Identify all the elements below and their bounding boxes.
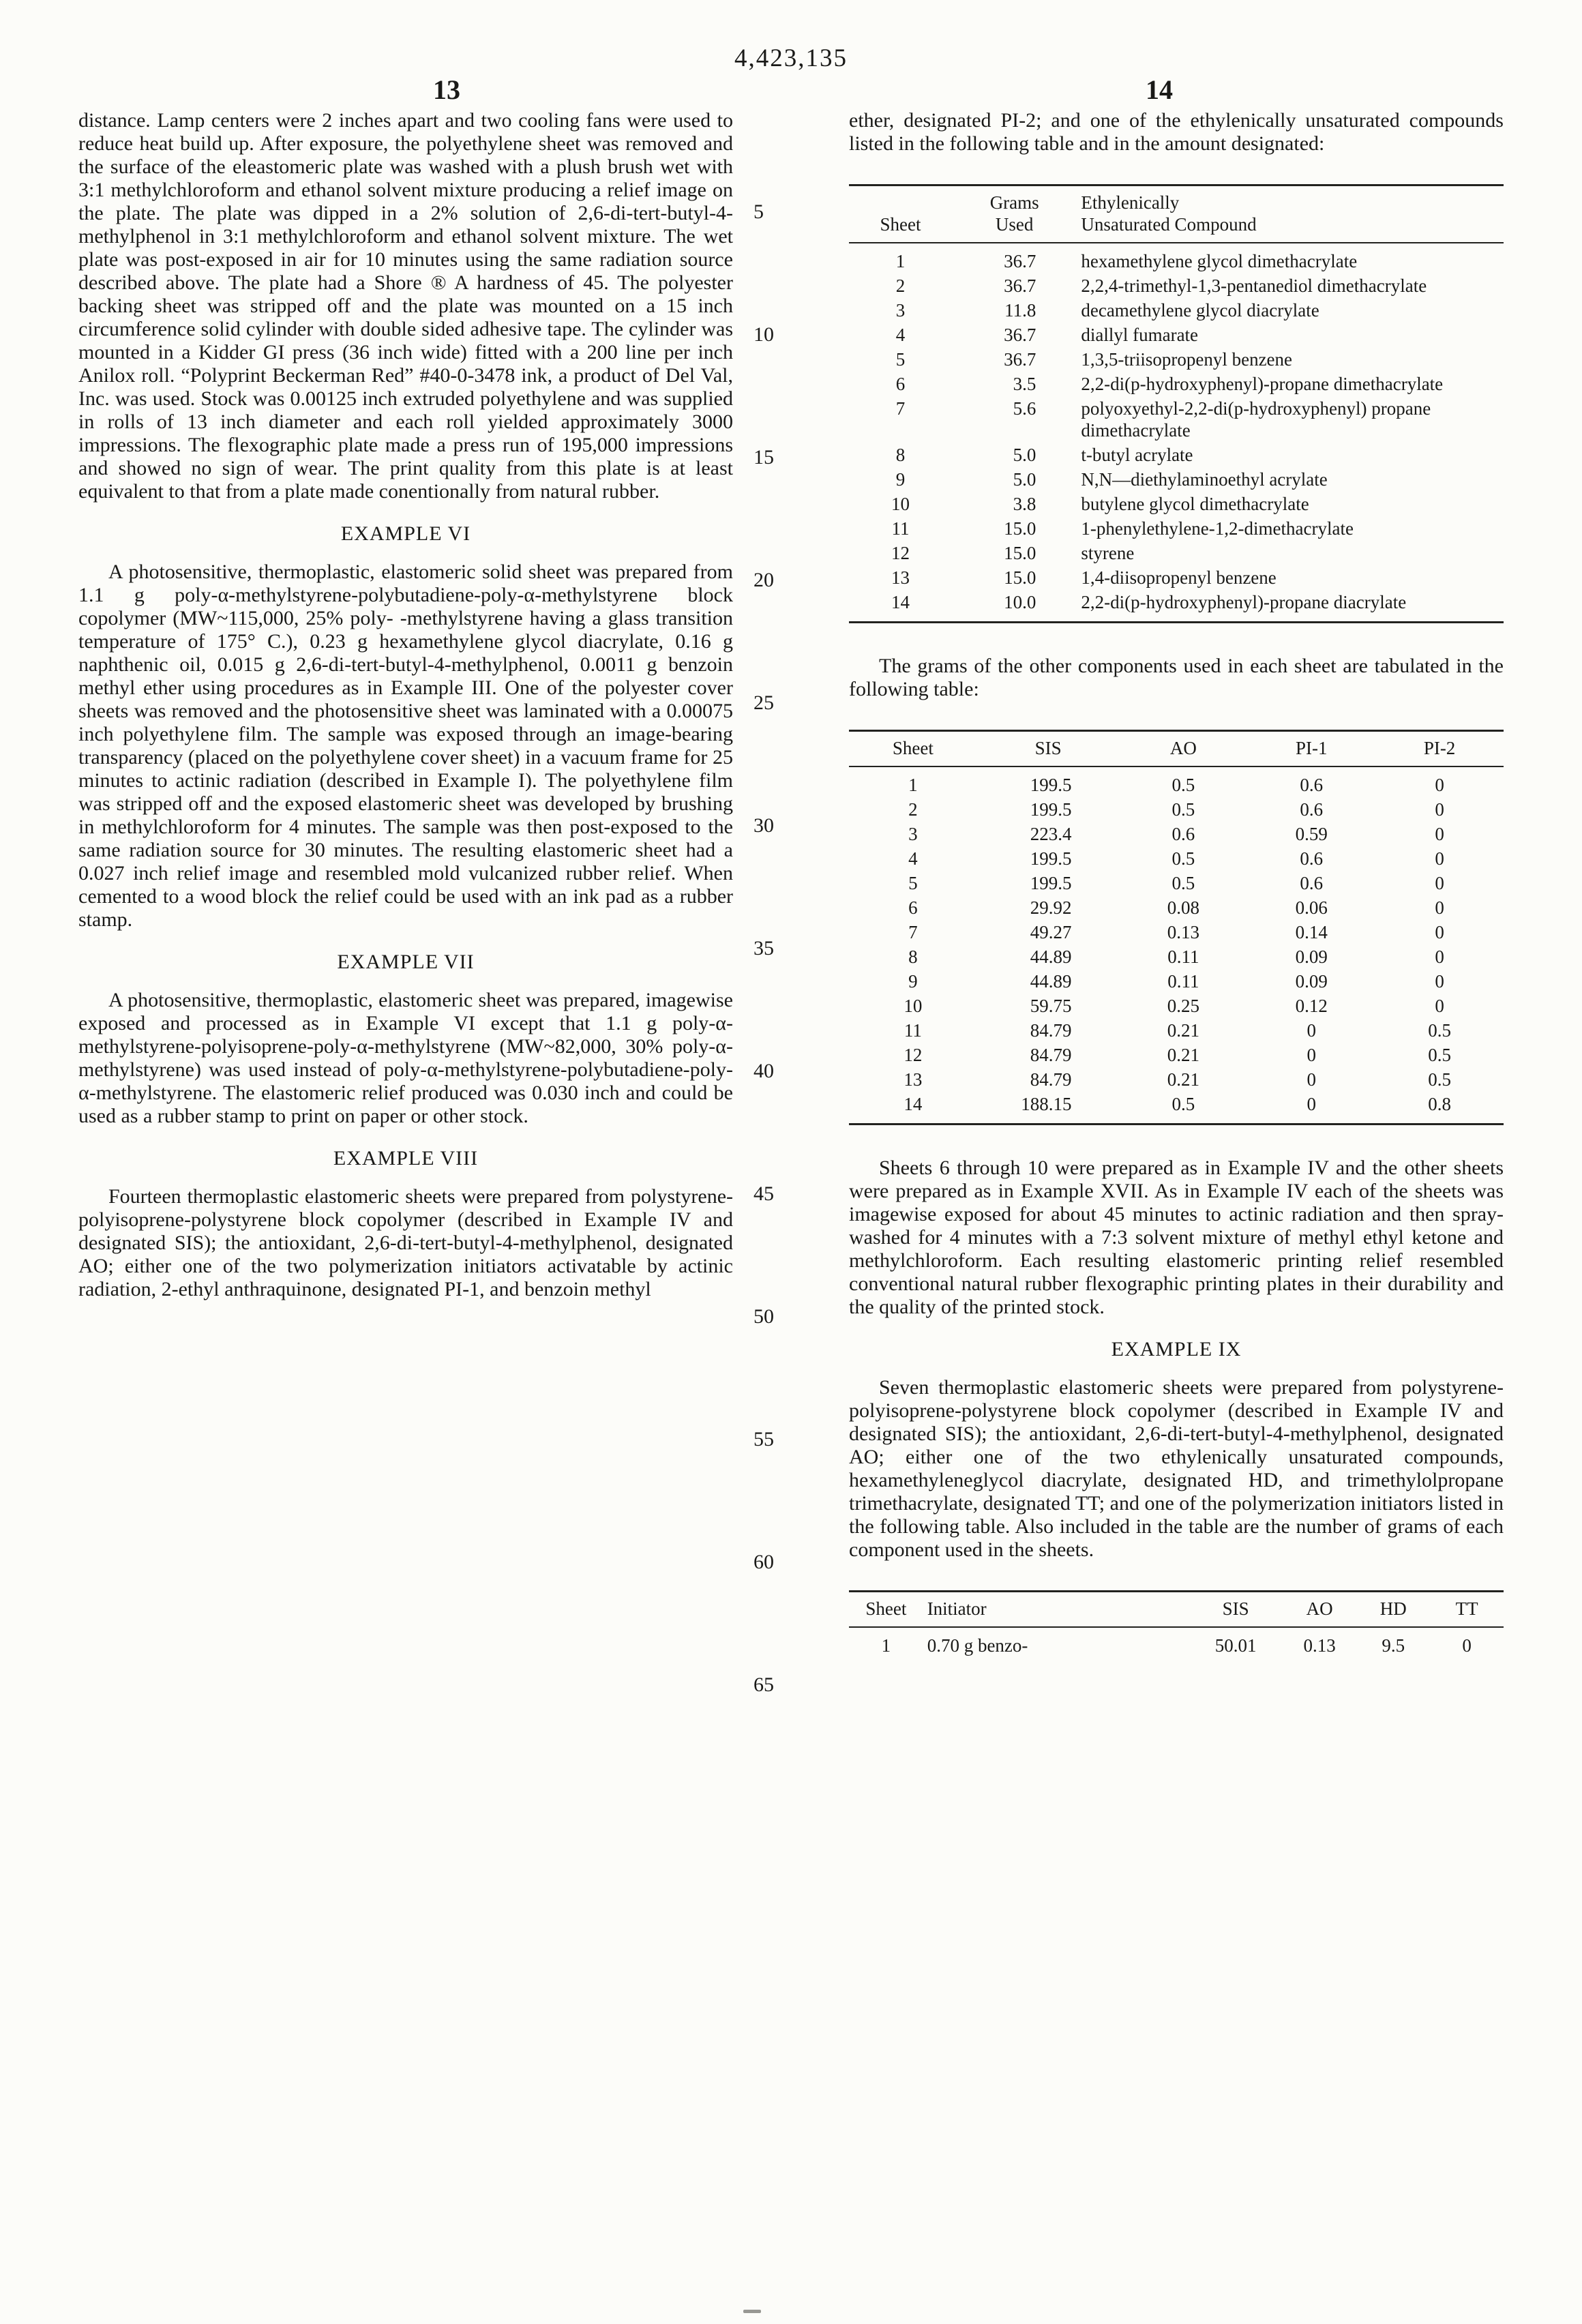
unsaturated-compound-table-row (849, 298, 1504, 323)
unsaturated-compound-table-cell: 12 (891, 543, 910, 563)
component-grams-table-cell: 0.5 (1171, 799, 1195, 820)
component-grams-table-cell: 7 (908, 922, 918, 942)
unsaturated-compound-table-cell: 2 (895, 275, 906, 296)
component-grams-table-cell: 199.5 (1030, 775, 1072, 795)
initiator-table-header-cell: Sheet (849, 1592, 923, 1628)
component-grams-table-cell: 0 (1435, 824, 1444, 844)
component-grams-table-cell: 223.4 (1030, 824, 1072, 844)
component-grams-table-cell: 0 (1307, 1020, 1316, 1041)
line-number-35: 35 (753, 937, 774, 959)
component-grams-table-cell: 0 (1307, 1069, 1316, 1090)
line-number-10: 10 (753, 323, 774, 346)
unsaturated-compound-table-cell: 7 (895, 398, 906, 419)
component-grams-table-cell: 14 (904, 1094, 923, 1114)
initiator-table-cell: 1 (881, 1635, 891, 1656)
unsaturated-compound-table-cell: 5.6 (1013, 398, 1036, 419)
component-grams-table-cell: 0.08 (1167, 897, 1200, 918)
unsaturated-compound-table-body (849, 243, 1504, 623)
component-grams-table-cell: 0.13 (1167, 922, 1200, 942)
unsaturated-compound-table-cell: 3 (895, 300, 906, 321)
component-grams-table-cell: 0.21 (1167, 1020, 1200, 1041)
component-grams-table-body (849, 766, 1504, 1124)
component-grams-table-cell: 6 (908, 897, 918, 918)
component-grams-table-cell: 0.5 (1171, 873, 1195, 893)
line-number-20: 20 (753, 569, 774, 591)
component-grams-table-cell: 0 (1435, 947, 1444, 967)
component-grams-table-header-row (849, 731, 1504, 767)
unsaturated-compound-table-row (849, 590, 1504, 623)
component-grams-table-head (849, 731, 1504, 767)
unsaturated-compound-table-cell: 10.0 (1004, 592, 1036, 612)
component-grams-table-cell: 0.8 (1428, 1094, 1451, 1114)
unsaturated-compound-table-cell: t-butyl acrylate (1081, 445, 1193, 465)
example-heading: EXAMPLE VII (337, 951, 475, 973)
line-number-30: 30 (753, 814, 774, 837)
component-grams-table-header-cell: AO (1120, 731, 1248, 767)
initiator-table-cell: 0 (1462, 1635, 1472, 1656)
left-paragraph-2: A photosensitive, thermoplastic, elastomeric solid sheet was prepared from 1.1 g poly-α-methylstyrene-polybutadiene-poly-α-methylstyrene block copolymer (MW~115,000, 25% poly- -methylstyrene having a glass transition temperature of 175° C.), 0.23 g hexamethylene glycol diacrylate, 0.16 g naphthenic oil, 0.015 g 2,6-di-tert-butyl-4-methylphenol, 0.0011 g benzoin methyl ether using procedures as in Example III. One of the polyester cover sheets was removed and the photosensitive sheet was laminated with a 0.00075 inch polyethylene film. The sample was exposed through an image-bearing transparency (placed on the polyethylene cover sheet) in a vacuum frame for 25 minutes to actinic radiation (described in Example I). The polyethylene film was stripped off and the exposed elastomeric sheet was developed by brushing in methylchloroform for 4 minutes. The sample was then post-exposed to the same radiation source for 30 minutes. The resulting elastomeric sheet had a 0.027 inch relief image and resembled mold vulcanized rubber relief. When cemented to a wood block the relief could be used with an ink pad as a rubber stamp. (78, 561, 733, 931)
component-grams-table-header-cell: Sheet (849, 731, 977, 767)
left-column (78, 109, 733, 1665)
component-grams-table-cell: 0.21 (1167, 1069, 1200, 1090)
unsaturated-compound-table-cell: 5.0 (1013, 469, 1036, 490)
component-grams-table-cell: 0.5 (1171, 848, 1195, 869)
unsaturated-compound-table-cell: 1,4-diisopropenyl benzene (1081, 567, 1277, 588)
component-grams-table-cell: 0 (1435, 873, 1444, 893)
right-paragraph-4: Sheets 6 through 10 were prepared as in Example IV and the other sheets were prepared as in Example XVII. As in Example IV each of the sheets was imagewise exposed for about 45 minutes to actinic radiation and then spray-washed for 4 minutes with a 7:3 solvent mixture of methyl ethyl ketone and methylchloroform. Each resulting elastomeric printing relief resembled conventional natural rubber flexographic printing plates in their durability and the quality of the printed stock. (849, 1157, 1504, 1318)
line-number-60: 60 (753, 1551, 774, 1573)
unsaturated-compound-table-row (849, 443, 1504, 467)
line-number-65: 65 (753, 1673, 774, 1696)
unsaturated-compound-table-cell: 10 (891, 494, 910, 514)
unsaturated-compound-table-row (849, 347, 1504, 372)
component-grams-table-cell: 0.25 (1167, 996, 1200, 1016)
unsaturated-compound-table-row (849, 516, 1504, 541)
component-grams-table-cell: 0 (1435, 848, 1444, 869)
unsaturated-compound-table-cell: 3.5 (1013, 374, 1036, 394)
unsaturated-compound-table-row (849, 467, 1504, 492)
component-grams-table-cell: 0.09 (1295, 971, 1328, 992)
component-grams-table-cell: 84.79 (1030, 1020, 1072, 1041)
component-grams-table-cell: 0 (1435, 922, 1444, 942)
component-grams-table-cell: 84.79 (1030, 1045, 1072, 1065)
unsaturated-compound-table-header-row (849, 185, 1504, 243)
component-grams-table-cell: 0.59 (1295, 824, 1328, 844)
initiator-table-cell: 50.01 (1214, 1635, 1257, 1656)
component-grams-table-cell: 59.75 (1030, 996, 1072, 1016)
component-grams-table-cell: 44.89 (1030, 971, 1072, 992)
unsaturated-compound-table-cell: 13 (891, 567, 910, 588)
unsaturated-compound-table-cell: 14 (891, 592, 910, 612)
component-grams-table-row (849, 822, 1504, 846)
component-grams-table-cell: 29.92 (1030, 897, 1072, 918)
line-number-gutter (733, 109, 849, 1696)
unsaturated-compound-table-cell: decamethylene glycol diacrylate (1081, 300, 1319, 321)
left-paragraph-0: distance. Lamp centers were 2 inches apart and two cooling fans were used to reduce heat build up. After exposure, the polyethylene sheet was removed and the surface of the eleastomeric plate was washed with a plush brush wet with 3:1 methylchloroform and ethanol solvent mixture producing a relief image on the plate. The plate was dipped in a 2% solution of 2,6-di-tert-butyl-4-methylphenol in 3:1 methylchloroform and ethanol solvent mixture. The wet plate was post-exposed in air for 10 minutes using the same radiation source described above. The plate had a Shore ® A hardness of 45. The polyester backing sheet was stripped off and the plate was mounted on a 15 inch circumference solid cylinder with double sided adhesive tape. The cylinder was mounted in a Kidder GI press (36 inch wide) fitted with a 200 line per inch Anilox roll. “Polyprint Beckerman Red” #40-0-3478 ink, a product of Del Val, Inc. was used. Stock was 0.00125 inch extruded polyethylene and was supplied in rolls of 13 inch diameter and each roll yielded approximately 3000 impressions. The flexographic plate made a press run of 195,000 impressions and showed no sign of wear. The print quality from this plate is at least equivalent to that from a plate made conentionally from natural rubber. (78, 109, 733, 503)
unsaturated-compound-table-row (849, 565, 1504, 590)
unsaturated-compound-table-cell: 15.0 (1004, 518, 1036, 539)
line-number-40: 40 (753, 1060, 774, 1082)
unsaturated-compound-table-cell: styrene (1081, 543, 1135, 563)
component-grams-table-row (849, 944, 1504, 969)
component-grams-table-cell: 0.11 (1167, 971, 1199, 992)
component-grams-table-cell: 0 (1435, 996, 1444, 1016)
initiator-table-header-cell: HD (1356, 1592, 1430, 1628)
unsaturated-compound-table-cell: 5.0 (1013, 445, 1036, 465)
unsaturated-compound-table-cell: 36.7 (1004, 275, 1036, 296)
initiator-table-header-cell: TT (1430, 1592, 1504, 1628)
component-grams-table-row (849, 1043, 1504, 1067)
initiator-table-cell: 0.70 g benzo- (927, 1635, 1028, 1656)
component-grams-table-cell: 0.06 (1295, 897, 1328, 918)
component-grams-table-cell: 0 (1307, 1094, 1316, 1114)
unsaturated-compound-table-row (849, 273, 1504, 298)
component-grams-table-header-cell: PI-2 (1375, 731, 1504, 767)
component-grams-table-cell: 4 (908, 848, 918, 869)
component-grams-table-cell: 0.6 (1300, 873, 1324, 893)
line-number-15: 15 (753, 446, 774, 468)
component-grams-table-cell: 0.6 (1300, 848, 1324, 869)
component-grams-table-cell: 12 (904, 1045, 923, 1065)
unsaturated-compound-table-cell: 3.8 (1013, 494, 1036, 514)
left-paragraph-4: A photosensitive, thermoplastic, elastomeric sheet was prepared, imagewise exposed and processed as in Example VI except that 1.1 g poly-α-methylstyrene-polyisoprene-poly-α-methylstyrene (MW~82,000, 30% poly-α-methylstyrene) was used instead of poly-α-methylstyrene-polybutadiene-poly-α-methylstyrene. The elastomeric relief produced was 0.030 inch and could be used as a rubber stamp to print on paper or other stock. (78, 989, 733, 1127)
unsaturated-compound-table-row (849, 396, 1504, 443)
initiator-table-header-cell: SIS (1189, 1592, 1283, 1628)
unsaturated-compound-table-row (849, 372, 1504, 396)
component-grams-table-cell: 0.12 (1295, 996, 1328, 1016)
component-grams-table-cell: 0.09 (1295, 947, 1328, 967)
component-grams-table-cell: 84.79 (1030, 1069, 1072, 1090)
initiator-table-header-cell: Initiator (923, 1592, 1189, 1628)
component-grams-table-cell: 9 (908, 971, 918, 992)
column-number-right: 14 (1146, 74, 1173, 105)
unsaturated-compound-table-cell: N,N—diethylaminoethyl acrylate (1081, 469, 1328, 490)
component-grams-table-cell: 1 (908, 775, 918, 795)
initiator-table-header-row (849, 1592, 1504, 1628)
line-number-25: 25 (753, 691, 774, 714)
unsaturated-compound-table (849, 184, 1504, 623)
component-grams-table-cell: 199.5 (1030, 873, 1072, 893)
unsaturated-compound-table-cell: 1 (895, 251, 906, 271)
component-grams-table-cell: 0.5 (1428, 1020, 1451, 1041)
line-number-45: 45 (753, 1182, 774, 1205)
component-grams-table-row (849, 994, 1504, 1018)
unsaturated-compound-table-row (849, 243, 1504, 273)
unsaturated-compound-table-cell: 6 (895, 374, 906, 394)
component-grams-table-cell: 8 (908, 947, 918, 967)
component-grams-table-header-cell: SIS (977, 731, 1120, 767)
example-heading: EXAMPLE VI (340, 522, 471, 545)
component-grams-table-cell: 0 (1435, 897, 1444, 918)
right-paragraph-6: Seven thermoplastic elastomeric sheets were prepared from polystyrene-polyisoprene-polystyrene block copolymer (described in Example IV and designated SIS); the antioxidant, 2,6-di-tert-butyl-4-methylphenol, designated AO; either one of the two ethylenically unsaturated compounds, hexamethyleneglycol diacrylate, designated HD, and trimethylolpropane trimethacrylate, designated TT; and one of the polymerization initiators listed in the following table. Also included in the table are the number of grams of each component used in the sheets. (849, 1376, 1504, 1561)
unsaturated-compound-table-cell: 2,2,4-trimethyl-1,3-pentanediol dimethacrylate (1081, 275, 1427, 296)
component-grams-table-row (849, 1018, 1504, 1043)
patent-number: 4,423,135 (734, 44, 848, 72)
unsaturated-compound-table-cell: 2,2-di(p-hydroxyphenyl)-propane diacrylate (1081, 592, 1407, 612)
component-grams-table-header-cell: PI-1 (1247, 731, 1375, 767)
component-grams-table-cell: 2 (908, 799, 918, 820)
component-grams-table-cell: 44.89 (1030, 947, 1072, 967)
component-grams-table-row (849, 1067, 1504, 1092)
initiator-table-header-cell: AO (1283, 1592, 1356, 1628)
component-grams-table-row (849, 797, 1504, 822)
component-grams-table-row (849, 1092, 1504, 1124)
unsaturated-compound-table-cell: 36.7 (1004, 325, 1036, 345)
component-grams-table-row (849, 766, 1504, 797)
initiator-table (849, 1590, 1504, 1665)
unsaturated-compound-table-cell: 5 (895, 349, 906, 370)
line-number-55: 55 (753, 1428, 774, 1450)
component-grams-table-cell: 0.6 (1300, 775, 1324, 795)
unsaturated-compound-table-cell: 15.0 (1004, 567, 1036, 588)
example-heading: EXAMPLE VIII (333, 1147, 479, 1170)
component-grams-table-cell: 10 (904, 996, 923, 1016)
unsaturated-compound-table-cell: diallyl fumarate (1081, 325, 1199, 345)
unsaturated-compound-table-cell: 36.7 (1004, 349, 1036, 370)
component-grams-table-cell: 0.6 (1300, 799, 1324, 820)
component-grams-table-cell: 0.5 (1428, 1045, 1451, 1065)
unsaturated-compound-table-cell: 1-phenylethylene-1,2-dimethacrylate (1081, 518, 1354, 539)
example-heading: EXAMPLE IX (1111, 1338, 1242, 1360)
unsaturated-compound-table-cell: 11 (891, 518, 910, 539)
component-grams-table-cell: 13 (904, 1069, 923, 1090)
component-grams-table-row (849, 969, 1504, 994)
component-grams-table-cell: 0.5 (1171, 775, 1195, 795)
unsaturated-compound-table-cell: 9 (895, 469, 906, 490)
unsaturated-compound-table-header-cell: Ethylenically Unsaturated Compound (1077, 185, 1504, 243)
unsaturated-compound-table-cell: butylene glycol dimethacrylate (1081, 494, 1309, 514)
initiator-table-head (849, 1592, 1504, 1628)
scan-artifact (743, 2310, 761, 2313)
component-grams-table-cell: 49.27 (1030, 922, 1072, 942)
unsaturated-compound-table-header-cell: Grams Used (952, 185, 1077, 243)
component-grams-table-row (849, 895, 1504, 920)
component-grams-table-cell: 199.5 (1030, 848, 1072, 869)
unsaturated-compound-table-header-cell: Sheet (849, 185, 952, 243)
component-grams-table-cell: 199.5 (1030, 799, 1072, 820)
unsaturated-compound-table-cell: 1,3,5-triisopropenyl benzene (1081, 349, 1293, 370)
unsaturated-compound-table-cell: 15.0 (1004, 543, 1036, 563)
initiator-table-row (849, 1627, 1504, 1665)
left-paragraph-6: Fourteen thermoplastic elastomeric sheets were prepared from polystyrene-polyisoprene-polystyrene block copolymer (described in Example IV and designated SIS); the antioxidant, 2,6-di-tert-butyl-4-methylphenol, designated AO; either one of the two polymerization initiators activatable by actinic radiation, 2-ethyl anthraquinone, designated PI-1, and benzoin methyl (78, 1185, 733, 1300)
component-grams-table-cell: 0 (1435, 971, 1444, 992)
right-column (849, 109, 1504, 1665)
unsaturated-compound-table-cell: 2,2-di(p-hydroxyphenyl)-propane dimethacrylate (1081, 374, 1444, 394)
line-number-5: 5 (753, 200, 764, 223)
component-grams-table-cell: 0 (1307, 1045, 1316, 1065)
unsaturated-compound-table-cell: polyoxyethyl-2,2-di(p-hydroxyphenyl) propane dimethacrylate (1081, 398, 1431, 441)
unsaturated-compound-table-cell: 4 (895, 325, 906, 345)
unsaturated-compound-table-cell: 11.8 (1004, 300, 1036, 321)
unsaturated-compound-table-cell: 8 (895, 445, 906, 465)
component-grams-table-cell: 0.5 (1428, 1069, 1451, 1090)
initiator-table-cell: 9.5 (1382, 1635, 1405, 1656)
component-grams-table (849, 730, 1504, 1125)
unsaturated-compound-table-head (849, 185, 1504, 243)
component-grams-table-cell: 0.14 (1295, 922, 1328, 942)
unsaturated-compound-table-cell: 36.7 (1004, 251, 1036, 271)
component-grams-table-cell: 0 (1435, 775, 1444, 795)
unsaturated-compound-table-row (849, 323, 1504, 347)
right-paragraph-2: The grams of the other components used in each sheet are tabulated in the following table: (849, 655, 1504, 700)
component-grams-table-cell: 3 (908, 824, 918, 844)
component-grams-table-cell: 0.6 (1171, 824, 1195, 844)
initiator-table-body (849, 1627, 1504, 1665)
column-number-left: 13 (433, 74, 460, 105)
component-grams-table-cell: 0.11 (1167, 947, 1199, 967)
component-grams-table-row (849, 871, 1504, 895)
component-grams-table-row (849, 846, 1504, 871)
component-grams-table-cell: 0.5 (1171, 1094, 1195, 1114)
line-number-50: 50 (753, 1305, 774, 1328)
right-paragraph-0: ether, designated PI-2; and one of the ethylenically unsaturated compounds listed in the following table and in the amount designated: (849, 109, 1504, 155)
unsaturated-compound-table-row (849, 541, 1504, 565)
unsaturated-compound-table-row (849, 492, 1504, 516)
component-grams-table-cell: 0.21 (1167, 1045, 1200, 1065)
initiator-table-cell: 0.13 (1303, 1635, 1336, 1656)
component-grams-table-cell: 188.15 (1021, 1094, 1072, 1114)
component-grams-table-cell: 11 (904, 1020, 922, 1041)
unsaturated-compound-table-cell: hexamethylene glycol dimethacrylate (1081, 251, 1358, 271)
component-grams-table-row (849, 920, 1504, 944)
page-content (78, 109, 1504, 1696)
component-grams-table-cell: 0 (1435, 799, 1444, 820)
component-grams-table-cell: 5 (908, 873, 918, 893)
